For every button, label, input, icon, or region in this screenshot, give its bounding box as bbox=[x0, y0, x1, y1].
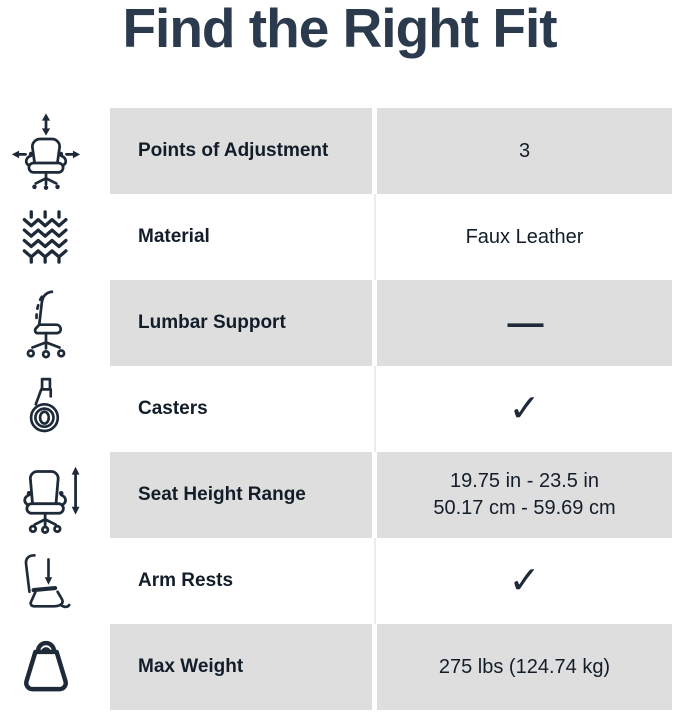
page-title: Find the Right Fit bbox=[122, 0, 557, 59]
table-row bbox=[0, 108, 679, 194]
table-row bbox=[0, 280, 679, 366]
column-divider bbox=[372, 366, 377, 452]
lumbar-chair-icon bbox=[0, 280, 110, 366]
feature-label: Max Weight bbox=[110, 624, 372, 710]
fabric-weave-icon bbox=[0, 194, 110, 280]
feature-label: Casters bbox=[138, 398, 208, 419]
column-divider bbox=[372, 194, 377, 280]
adjustable-chair-icon bbox=[0, 108, 110, 194]
weight-icon bbox=[0, 624, 110, 710]
checkmark-icon: ✓ bbox=[508, 560, 541, 602]
seat-height-chair-icon bbox=[0, 452, 110, 538]
column-divider bbox=[372, 452, 377, 538]
column-divider bbox=[372, 538, 377, 624]
checkmark-icon: ✓ bbox=[508, 388, 541, 430]
table-row bbox=[0, 194, 679, 280]
caster-wheel-icon bbox=[0, 366, 110, 452]
feature-label: Lumbar Support bbox=[110, 280, 372, 366]
feature-value bbox=[377, 452, 672, 538]
feature-label: Seat Height Range bbox=[110, 452, 372, 538]
feature-label: Arm Rests bbox=[138, 570, 234, 591]
column-divider bbox=[372, 108, 377, 194]
dash-value: — bbox=[507, 302, 542, 343]
feature-value bbox=[377, 366, 672, 452]
column-divider bbox=[372, 280, 377, 366]
feature-label: Points of Adjustment bbox=[110, 108, 372, 194]
feature-value: Faux Leather bbox=[465, 225, 584, 248]
value-line-1: 19.75 in - 23.5 in bbox=[450, 470, 599, 492]
table-row bbox=[0, 366, 679, 452]
comparison-table bbox=[0, 108, 679, 710]
feature-value: 275 lbs (124.74 kg) bbox=[377, 624, 672, 710]
armrest-icon bbox=[0, 538, 110, 624]
feature-label: Material bbox=[138, 226, 210, 247]
value-line-2: 50.17 cm - 59.69 cm bbox=[433, 497, 616, 519]
table-row bbox=[0, 538, 679, 624]
feature-value bbox=[377, 538, 672, 624]
table-row bbox=[0, 624, 679, 710]
column-divider bbox=[372, 624, 377, 710]
feature-value: 3 bbox=[377, 108, 672, 194]
feature-value bbox=[377, 280, 672, 366]
table-row bbox=[0, 452, 679, 538]
